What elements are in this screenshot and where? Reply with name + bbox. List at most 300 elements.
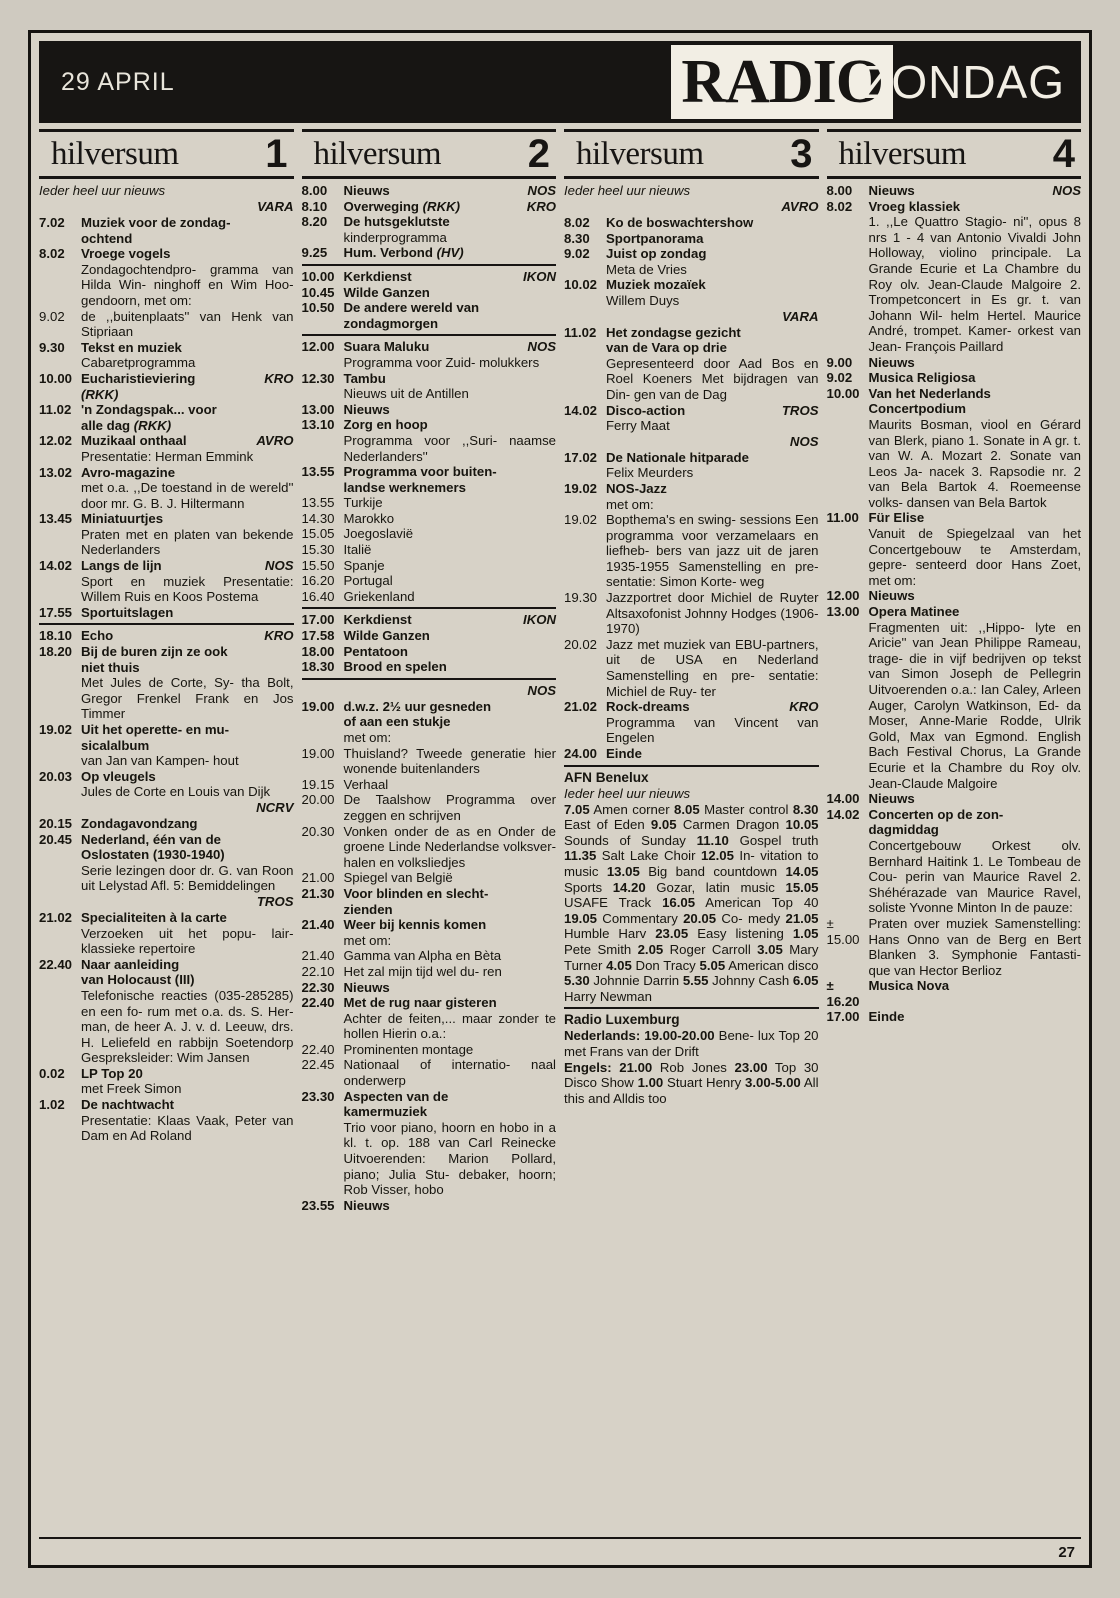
programme-entry bbox=[827, 588, 1082, 604]
programme-entry bbox=[302, 402, 557, 418]
programme-title: Specialiteiten à la carte bbox=[81, 909, 227, 925]
programme-text bbox=[81, 433, 294, 464]
programme-entry bbox=[827, 386, 1082, 511]
programme-title-cont: dagmiddag bbox=[868, 822, 939, 838]
programme-entry bbox=[302, 573, 557, 589]
programme-title: Suara Maluku bbox=[343, 339, 430, 355]
programme-entry bbox=[302, 417, 557, 464]
programme-text bbox=[81, 246, 294, 308]
hourly-news-note: Ieder heel uur nieuws bbox=[39, 183, 166, 198]
programme-text bbox=[81, 628, 294, 644]
programme-entry bbox=[564, 215, 819, 231]
programme-title: Brood en spelen bbox=[343, 659, 447, 675]
programme-entry bbox=[564, 481, 819, 512]
programme-time: 22.45 bbox=[301, 1057, 335, 1073]
programme-entry bbox=[302, 183, 557, 199]
programme-title-cont: of aan een stukje bbox=[343, 714, 451, 730]
programme-description: Programma voor ,,Suri- naamse Nederlanders'' bbox=[343, 432, 556, 464]
programme-entry bbox=[39, 910, 294, 957]
programme-time: 20.30 bbox=[301, 823, 335, 839]
programme-entry bbox=[302, 612, 557, 628]
programme-entry bbox=[302, 542, 557, 558]
programme-description: Concertgebouw Orkest olv. Bernhard Haitink 1. Le Tombeau de Cou- perin van Maurice Ravel 2. Shéhérazade van Maurice Ravel, soliste Yvonne Minton In de pauze: bbox=[868, 837, 1081, 916]
programme-time: 23.30 bbox=[301, 1088, 335, 1104]
programme-time: 14.02 bbox=[564, 402, 598, 418]
programme-entry bbox=[302, 980, 557, 996]
programme-text bbox=[606, 277, 819, 308]
programme-title: De Nationale hitparade bbox=[606, 449, 749, 465]
programme-text bbox=[869, 588, 1082, 604]
programme-description: kinderprogramma bbox=[343, 229, 447, 245]
programme-title: Voor blinden en slecht- bbox=[343, 885, 489, 901]
programme-title: Vroege vogels bbox=[81, 246, 171, 262]
programme-time: 7.02 bbox=[39, 215, 65, 230]
programme-text bbox=[81, 605, 294, 621]
programme-title: Concerten op de zon- bbox=[868, 806, 1004, 822]
programme-time: ± 16.20 bbox=[826, 978, 860, 1009]
programme-text bbox=[344, 526, 557, 542]
section-divider bbox=[302, 678, 557, 680]
programme-entry bbox=[39, 832, 294, 894]
programme-text bbox=[344, 1057, 557, 1088]
section-divider bbox=[302, 264, 557, 266]
programme-text bbox=[344, 1198, 557, 1214]
programme-time: 8.00 bbox=[826, 183, 853, 198]
programme-broadcaster: AVRO bbox=[256, 433, 294, 449]
programme-entry bbox=[827, 370, 1082, 386]
programme-paragraph: Engels: 21.00 Rob Jones 23.00 Top 30 Disco Show 1.00 Stuart Henry 3.00-5.00 All this and Alldis too bbox=[564, 1059, 819, 1106]
programme-entry bbox=[302, 199, 557, 215]
programme-text bbox=[344, 589, 557, 605]
programme-time: 19.02 bbox=[564, 512, 598, 528]
programme-entry bbox=[39, 816, 294, 832]
programme-time: 10.45 bbox=[301, 284, 335, 300]
programme-title: Aspecten van de bbox=[343, 1088, 449, 1104]
programme-entry bbox=[39, 769, 294, 800]
programme-description: Jazzportret door Michiel de Ruyter Altsaxofonist Johnny Hodges (1906-1970) bbox=[606, 590, 819, 637]
programme-entry bbox=[302, 269, 557, 285]
programme-time: 9.00 bbox=[826, 354, 853, 370]
programme-time: 18.30 bbox=[301, 659, 335, 675]
programme-time: 20.00 bbox=[301, 792, 335, 808]
programme-text bbox=[606, 637, 819, 699]
programme-time: 8.20 bbox=[301, 214, 328, 230]
programme-description: Griekenland bbox=[343, 588, 415, 604]
programme-title-cont: van Holocaust (III) bbox=[81, 972, 195, 988]
programme-entry bbox=[564, 325, 819, 403]
programme-text bbox=[81, 309, 294, 340]
station-header-4 bbox=[827, 129, 1082, 179]
programme-entry bbox=[827, 355, 1082, 371]
programme-time: 11.02 bbox=[564, 324, 597, 340]
programme-broadcaster: KRO bbox=[789, 699, 819, 715]
station-number: 3 bbox=[790, 131, 813, 176]
programme-text bbox=[869, 370, 1082, 386]
programme-description: Willem Duys bbox=[606, 292, 680, 308]
programme-entry bbox=[827, 807, 1082, 916]
programme-description: Verzoeken uit het popu- lair-klassieke repertoire bbox=[81, 925, 294, 957]
programme-entry bbox=[39, 371, 294, 402]
programme-title: Ko de boswachtershow bbox=[606, 215, 754, 230]
station-header-3 bbox=[564, 129, 819, 179]
programme-entry bbox=[39, 722, 294, 769]
programme-entry bbox=[302, 870, 557, 886]
programme-entry bbox=[302, 1198, 557, 1214]
programme-title: Muzikaal onthaal bbox=[81, 433, 187, 449]
station-column-2 bbox=[302, 129, 557, 1213]
programme-title: Pentatoon bbox=[343, 643, 408, 659]
programme-time: 13.02 bbox=[39, 464, 73, 480]
masthead-day: ZONDAG bbox=[862, 56, 1065, 108]
programme-text bbox=[869, 183, 1082, 199]
programme-title: Kerkdienst bbox=[343, 612, 412, 628]
programme-entry bbox=[302, 558, 557, 574]
programme-text bbox=[81, 722, 294, 769]
programme-time: 21.02 bbox=[39, 909, 73, 925]
programme-entry bbox=[302, 777, 557, 793]
programme-description: Ferry Maat bbox=[606, 418, 670, 434]
programme-description: van Jan van Kampen- hout bbox=[81, 753, 239, 769]
programme-description: Portugal bbox=[343, 573, 393, 589]
programme-broadcaster: NOS bbox=[527, 183, 556, 198]
programme-time: ± 15.00 bbox=[826, 915, 860, 947]
programme-description: Joegoslavië bbox=[343, 526, 414, 542]
programme-description: De Taalshow Programma over zeggen en schrijven bbox=[343, 792, 556, 823]
programme-subtitle: (RKK) bbox=[81, 386, 119, 402]
programme-title: Muziek voor de zondag- bbox=[81, 215, 231, 230]
programme-description: Zondagochtendpro- gramma van Hilda Win- ninghoff en Wim Hoo- gendoorn, met om: bbox=[81, 261, 294, 308]
programme-time: 8.10 bbox=[301, 198, 328, 214]
programme-time: 20.45 bbox=[39, 831, 73, 847]
programme-description: Maurits Bosman, viool en Gérard van Blerk, piano 1. Sonate in A gr. t. van W. A. Mozart 2. Sonate van Leos Ja- nacek 3. Rapsodie nr. 2 van Bela Bartok 4. Roemeense volks- dansen van Bela Bartok bbox=[868, 416, 1081, 510]
programme-title: Musica Nova bbox=[868, 978, 950, 994]
programme-text bbox=[869, 916, 1082, 978]
programme-text bbox=[344, 699, 557, 746]
programme-title: De hutsgeklutste bbox=[343, 214, 450, 230]
programme-title: Programma voor buiten- bbox=[343, 464, 497, 480]
programme-description: Serie lezingen door dr. G. van Roon uit Lelystad Afl. 5: Bemiddelingen bbox=[81, 862, 294, 894]
station-number: 4 bbox=[1052, 131, 1075, 176]
programme-entry bbox=[302, 917, 557, 948]
programme-time: 20.02 bbox=[564, 636, 598, 652]
programme-broadcaster: NOS bbox=[264, 558, 294, 574]
programme-title: Rock-dreams bbox=[606, 699, 690, 715]
programme-text bbox=[869, 510, 1082, 588]
programme-title-cont: alle dag bbox=[81, 417, 131, 433]
programme-description: 1. ,,Le Quattro Stagio- ni'', opus 8 nrs 1 - 4 van Antonio Vivaldi John Holloway, violino principale. La Grande Ecurie et La Chambre du Roy olv. Jean-Claude Malgoire 2. Trompetconcert in Es gr. t. van Johann Wil- helm Hertel. Maurice André, trompet. Kamer- orkest van Jean- François Paillard bbox=[868, 214, 1081, 354]
programme-text bbox=[869, 1009, 1082, 1025]
programme-text bbox=[344, 495, 557, 511]
programme-title: Kerkdienst bbox=[343, 268, 412, 284]
broadcaster-label: NOS bbox=[789, 433, 819, 449]
programme-time: 17.58 bbox=[301, 628, 335, 644]
programme-entry bbox=[564, 231, 819, 247]
programme-entry bbox=[39, 402, 294, 433]
programme-description: Turkije bbox=[343, 495, 383, 511]
programme-time: 13.00 bbox=[826, 604, 860, 620]
programme-title: Einde bbox=[606, 746, 642, 761]
programme-text bbox=[344, 824, 557, 871]
programme-text bbox=[869, 791, 1082, 807]
programme-entry bbox=[39, 957, 294, 1066]
programme-entry bbox=[302, 214, 557, 245]
station-header-1 bbox=[39, 129, 294, 179]
programme-title-cont: ochtend bbox=[81, 230, 133, 246]
programme-text bbox=[606, 246, 819, 277]
programme-text bbox=[81, 910, 294, 957]
programme-broadcaster: NOS bbox=[1052, 183, 1081, 198]
programme-paragraph: 7.05 Amen corner 8.05 Master control 8.30 East of Eden 9.05 Carmen Dragon 10.05 Sounds of Sunday 11.10 Gospel truth 11.35 Salt Lake Choir 12.05 In- vitation to music 13.05 Big band countdown 14.05 Sports 14.20 Gozar, latin music 15.05 USAFE Track 16.05 American Top 40 19.05 Commentary 20.05 Co- medy 21.05 Humble Harv 23.05 Easy listening 1.05 Pete Smith 2.05 Roger Carroll 3.05 Mary Turner 4.05 Don Tracy 5.05 American disco 5.30 Johnnie Darrin 5.55 Johnny Cash 6.05 Harry Newman bbox=[564, 801, 819, 1004]
programme-entry bbox=[302, 746, 557, 777]
programme-entry bbox=[827, 510, 1082, 588]
programme-time: 19.15 bbox=[301, 776, 335, 792]
programme-text bbox=[344, 644, 557, 660]
programme-title-cont: kamermuziek bbox=[343, 1104, 428, 1120]
programme-title: Nieuws bbox=[868, 791, 915, 807]
programme-title: Disco-action bbox=[606, 402, 686, 418]
programme-description: Verhaal bbox=[343, 776, 389, 792]
programme-text bbox=[869, 386, 1082, 511]
programme-entry bbox=[564, 699, 819, 746]
programme-time: 10.02 bbox=[564, 277, 598, 293]
programme-title-cont: zienden bbox=[343, 901, 393, 917]
programme-description: Spanje bbox=[343, 557, 385, 573]
programme-text bbox=[81, 957, 294, 1066]
programme-entry bbox=[302, 245, 557, 261]
programme-broadcaster: KRO bbox=[264, 370, 294, 386]
programme-text bbox=[344, 792, 557, 823]
programme-time: 23.55 bbox=[301, 1197, 335, 1213]
programme-description: Gepresenteerd door Aad Bos en Roel Koeners Met bijdragen van Din- gen van de Dag bbox=[606, 355, 819, 402]
programme-time: 13.00 bbox=[301, 401, 335, 417]
programme-description: met om: bbox=[343, 932, 392, 948]
footer-rule bbox=[39, 1537, 1081, 1539]
programme-text bbox=[344, 995, 557, 1042]
programme-text bbox=[81, 769, 294, 800]
programme-time: 12.30 bbox=[301, 370, 335, 386]
programme-entry bbox=[302, 589, 557, 605]
programme-time: 20.15 bbox=[39, 815, 73, 831]
programme-text bbox=[344, 339, 557, 370]
programme-text bbox=[344, 285, 557, 301]
programme-text bbox=[869, 807, 1082, 916]
programme-time: 21.30 bbox=[301, 885, 335, 901]
programme-description: Sport en muziek Presentatie: Willem Ruis en Koos Postema bbox=[81, 573, 294, 605]
programme-time: 12.02 bbox=[39, 433, 73, 449]
programme-entry bbox=[302, 464, 557, 495]
programme-broadcaster: TROS bbox=[781, 402, 819, 418]
programme-broadcaster: IKON bbox=[523, 612, 556, 628]
programme-text bbox=[606, 699, 819, 746]
masthead bbox=[39, 41, 1081, 123]
programme-description: Prominenten montage bbox=[343, 1041, 474, 1057]
programme-text bbox=[606, 512, 819, 590]
programme-broadcaster: NOS bbox=[527, 339, 556, 355]
programme-title: LP Top 20 bbox=[81, 1065, 143, 1081]
programme-time: 14.02 bbox=[826, 806, 860, 822]
programme-title-cont: Concertpodium bbox=[868, 401, 966, 417]
programme-description: Spiegel van België bbox=[343, 870, 453, 886]
programme-description: Telefonische reacties (035-285285) en een fo- rum met o.a. ds. S. Her- man, de heer A. J. v. d. Leeuw, drs. H. Leliefeld en rabbijn Soetendorp Gespreksleider: Wim Jansen bbox=[81, 987, 294, 1066]
programme-time: 14.30 bbox=[301, 510, 335, 526]
programme-entry bbox=[302, 339, 557, 370]
programme-title: Sportpanorama bbox=[606, 230, 704, 246]
programme-title: Einde bbox=[868, 1009, 905, 1025]
programme-text bbox=[344, 245, 557, 261]
station-schedule bbox=[39, 183, 294, 1144]
section-divider bbox=[564, 765, 819, 767]
programme-title: Für Elise bbox=[868, 510, 925, 526]
programme-time: 13.55 bbox=[301, 495, 335, 511]
programme-description: Nationaal of internatio- naal onderwerp bbox=[343, 1057, 556, 1089]
programme-text bbox=[344, 199, 557, 215]
programme-time: 10.50 bbox=[301, 300, 335, 316]
programme-text bbox=[81, 558, 294, 605]
programme-time: 11.00 bbox=[826, 510, 859, 526]
programme-description: Het zal mijn tijd wel du- ren bbox=[343, 963, 502, 979]
programme-time: 22.30 bbox=[301, 979, 335, 995]
programme-entry bbox=[564, 746, 819, 762]
programme-text bbox=[344, 214, 557, 245]
hourly-news-note: Ieder heel uur nieuws bbox=[564, 183, 691, 198]
programme-time: 18.20 bbox=[39, 644, 73, 660]
station-number: 1 bbox=[265, 131, 288, 176]
programme-title: d.w.z. 2½ uur gesneden bbox=[343, 698, 492, 714]
programme-entry bbox=[564, 277, 819, 308]
programme-title-cont: zondagmorgen bbox=[343, 315, 439, 331]
programme-time: 19.30 bbox=[564, 590, 598, 606]
programme-title-note: (RKK) bbox=[422, 198, 461, 214]
programme-time: 16.40 bbox=[301, 588, 335, 604]
programme-entry bbox=[302, 659, 557, 675]
programme-text bbox=[344, 511, 557, 527]
programme-entry bbox=[302, 1089, 557, 1198]
programme-broadcaster: KRO bbox=[264, 628, 294, 644]
programme-text bbox=[869, 978, 1082, 994]
programme-entry bbox=[564, 403, 819, 434]
programme-entry bbox=[39, 558, 294, 605]
programme-text bbox=[344, 948, 557, 964]
programme-time: 14.00 bbox=[826, 791, 860, 807]
programme-entry bbox=[302, 371, 557, 402]
station-schedule bbox=[827, 183, 1082, 1025]
broadcaster-label: VARA bbox=[782, 308, 819, 324]
section-divider bbox=[39, 623, 294, 625]
programme-title: Overweging bbox=[343, 198, 419, 214]
programme-time: 9.25 bbox=[301, 245, 328, 261]
issue-date: 29 APRIL bbox=[61, 67, 175, 96]
station-header-2 bbox=[302, 129, 557, 179]
programme-time: 0.02 bbox=[39, 1065, 65, 1081]
programme-entry bbox=[564, 450, 819, 481]
programme-description: Trio voor piano, hoorn en hobo in a kl. t. op. 188 van Carl Reinecke Uitvoerenden: Marion Pollard, piano; Julia Stu- debaker, hoorn; Rob Visser, hobo bbox=[343, 1119, 556, 1198]
programme-time: 20.03 bbox=[39, 768, 73, 784]
programme-entry bbox=[302, 699, 557, 746]
programme-description: Praten over muziek Samenstelling: Hans Onno van de Berg en Bert Blanken 3. Symphonie Fantasti- que van Hector Berlioz bbox=[868, 915, 1081, 978]
programme-entry bbox=[302, 300, 557, 331]
programme-description: Praten met en platen van bekende Nederlanders bbox=[81, 526, 294, 558]
programme-entry bbox=[302, 1042, 557, 1058]
programme-text bbox=[606, 215, 819, 231]
programme-title-cont: landse werknemers bbox=[343, 479, 466, 495]
programme-description: Vonken onder de as en Onder de groene Linde Nederlandse volksver- halen en volksliedjes bbox=[343, 823, 556, 870]
programme-broadcaster: IKON bbox=[523, 268, 556, 284]
programme-time: 8.02 bbox=[39, 246, 65, 262]
programme-text bbox=[81, 465, 294, 512]
programme-entry bbox=[39, 511, 294, 558]
programme-entry bbox=[39, 215, 294, 246]
programme-description: Meta de Vries bbox=[606, 261, 687, 277]
programme-text bbox=[344, 659, 557, 675]
programme-title-cont: Oslostaten (1930-1940) bbox=[81, 847, 225, 863]
programme-text bbox=[81, 340, 294, 371]
programme-entry bbox=[827, 1009, 1082, 1025]
programme-time: 13.55 bbox=[301, 464, 335, 480]
programme-description: Gamma van Alpha en Bèta bbox=[343, 948, 502, 964]
programme-description: Presentatie: Klaas Vaak, Peter van Dam en Ad Roland bbox=[81, 1112, 294, 1144]
programme-title: De andere wereld van bbox=[343, 300, 480, 316]
section-divider bbox=[564, 1007, 819, 1009]
programme-time: 1.02 bbox=[39, 1097, 65, 1113]
programme-time: 19.02 bbox=[39, 722, 73, 737]
section-heading: AFN Benelux bbox=[564, 769, 649, 785]
page-number: 27 bbox=[1058, 1544, 1075, 1561]
programme-time: 22.40 bbox=[301, 995, 335, 1011]
programme-title: Sportuitslagen bbox=[81, 604, 174, 620]
programme-title: Op vleugels bbox=[81, 768, 156, 784]
programme-time: 18.00 bbox=[301, 643, 335, 659]
programme-entry bbox=[827, 183, 1082, 199]
programme-title: Wilde Ganzen bbox=[343, 628, 430, 644]
programme-time: 8.02 bbox=[564, 215, 590, 230]
programme-text bbox=[344, 371, 557, 402]
programme-text bbox=[606, 481, 819, 512]
programme-title-note: (HV) bbox=[436, 245, 464, 261]
programme-title: Naar aanleiding bbox=[81, 956, 180, 972]
programme-text bbox=[344, 612, 557, 628]
programme-entry bbox=[302, 628, 557, 644]
programme-description: met om: bbox=[343, 730, 392, 745]
programme-description: Vanuit de Spiegelzaal van het Concertgebouw te Amsterdam, gepre- senteerd door Hans Zoet, met om: bbox=[868, 526, 1081, 588]
masthead-title: RADIO bbox=[671, 45, 893, 119]
hourly-news-note: Ieder heel uur nieuws bbox=[564, 785, 691, 801]
station-name: hilversum bbox=[313, 135, 441, 172]
programme-entry bbox=[39, 465, 294, 512]
programme-entry bbox=[39, 605, 294, 621]
programme-description: Nieuws uit de Antillen bbox=[343, 386, 469, 402]
programme-entry bbox=[39, 644, 294, 722]
listing-columns bbox=[31, 123, 1089, 1219]
programme-time: 12.00 bbox=[826, 588, 860, 604]
programme-time: 8.02 bbox=[826, 198, 853, 214]
programme-text bbox=[344, 269, 557, 285]
programme-entry bbox=[302, 285, 557, 301]
programme-text bbox=[344, 542, 557, 558]
programme-entry bbox=[39, 309, 294, 340]
programme-text bbox=[81, 1066, 294, 1097]
station-name: hilversum bbox=[838, 135, 966, 172]
programme-description: Fragmenten uit: ,,Hippo- lyte en Aricie'' van Jean Philippe Rameau, trage- die in vijf bedrijven op tekst van Simon Joseph de Pellegrin Uitvoerenden o.a.: Ian Caley, Arleen Auger, Carolyn Watkinson, Ed- da Moser, Anne-Marie Rodde, Ulrik Gold, Max van Egmond. English Bach Festival Chorus, La Grande Ecurie et la Chambre du Roy olv. Jean-Claude Malgoire bbox=[868, 619, 1081, 791]
programme-time: 10.00 bbox=[826, 385, 860, 401]
station-schedule bbox=[302, 183, 557, 1213]
programme-time: 9.02 bbox=[564, 246, 590, 262]
programme-description: Cabaretprogramma bbox=[81, 355, 196, 371]
section-divider bbox=[302, 334, 557, 336]
programme-text bbox=[869, 604, 1082, 791]
programme-entry bbox=[827, 604, 1082, 791]
programme-description: Jazz met muziek van EBU-partners, uit de USA en Nederland Samenstelling en pre- sentatie: Michiel de Ruy- ter bbox=[606, 636, 819, 699]
programme-entry bbox=[39, 433, 294, 464]
